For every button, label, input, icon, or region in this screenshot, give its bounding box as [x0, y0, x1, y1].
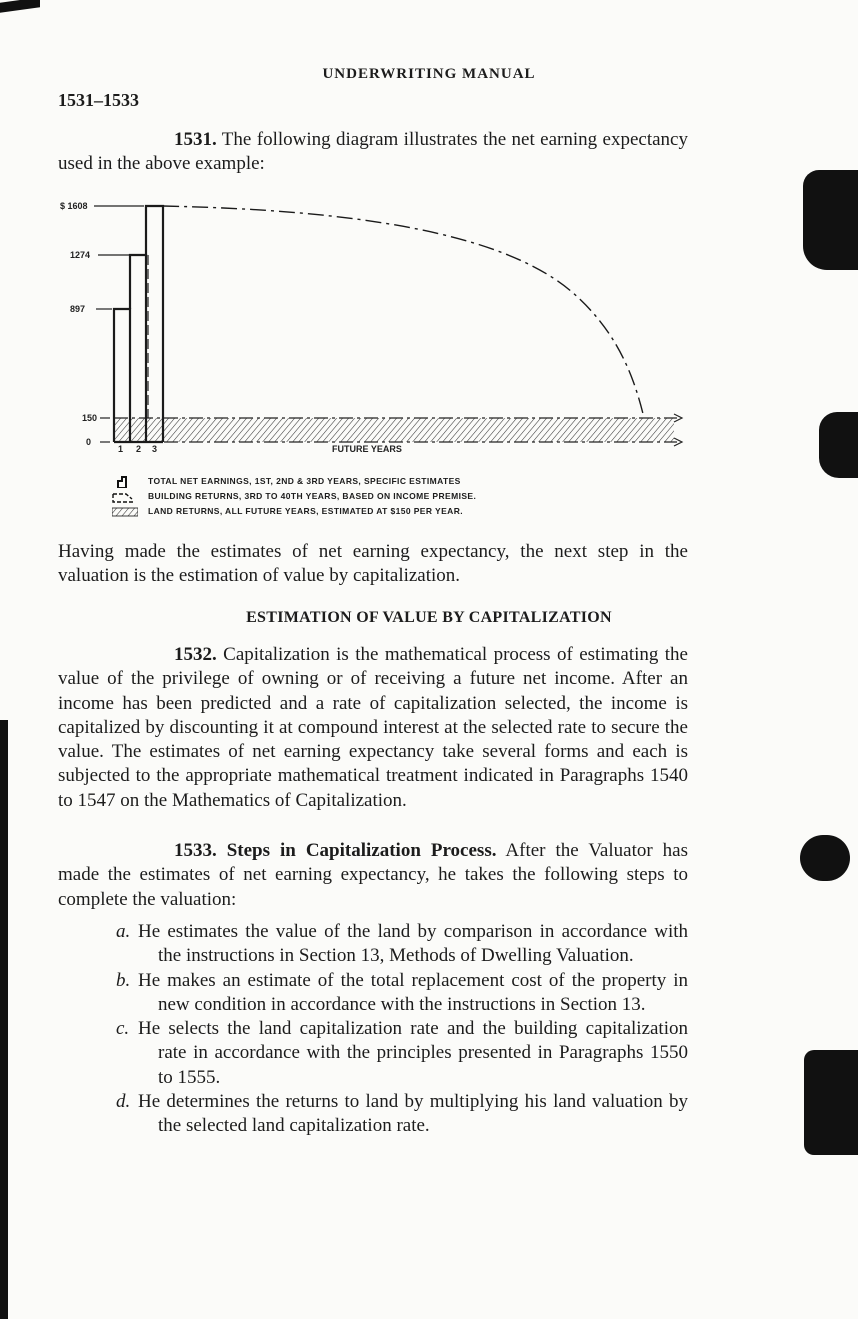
building-returns-curve: [163, 206, 644, 418]
list-letter: d.: [116, 1091, 131, 1113]
x-tick-2: 2: [136, 444, 142, 454]
list-text: He estimates the value of the land by comparison in accordance with the instructions in Section 13, Methods of Dwelling Valuation.: [138, 921, 688, 967]
paragraph-1531: [58, 128, 688, 177]
scan-artifact-right-2: [819, 412, 858, 478]
legend-item-land: [112, 504, 476, 519]
paragraph-1533: [58, 839, 688, 912]
paragraph-title: Steps in Capitalization Process.: [216, 840, 497, 861]
list-letter: c.: [116, 1018, 130, 1040]
y-tick-1608: $ 1608: [60, 201, 88, 211]
paragraph-text: The following diagram illustrates the net earning expectancy used in the above example:: [58, 129, 688, 175]
scan-artifact-right-1: [803, 170, 858, 270]
scan-artifact-top-left: [0, 0, 40, 13]
land-returns-band: [114, 418, 674, 442]
y-tick-897: 897: [70, 304, 86, 314]
paragraph-number: 1531.: [174, 129, 217, 150]
running-head: UNDERWRITING MANUAL: [322, 66, 536, 82]
list-item: [116, 969, 688, 1018]
legend-land-label: LAND RETURNS, ALL FUTURE YEARS, ESTIMATED AT $150 PER YEAR.: [148, 506, 463, 517]
legend-total-icon: [112, 476, 138, 488]
legend-building-label: BUILDING RETURNS, 3RD TO 40TH YEARS, BASED ON INCOME PREMISE.: [148, 491, 477, 502]
y-tick-1274: 1274: [70, 250, 91, 260]
scan-artifact-right-3: [800, 835, 850, 881]
list-item: [116, 920, 688, 969]
list-text: He selects the land capitalization rate and the building capitalization rate in accordance with the principles presented in Paragraphs 1550 to 1555.: [138, 1018, 688, 1088]
net-earning-chart: [52, 192, 692, 467]
list-letter: a.: [116, 921, 131, 942]
legend-land-icon: [112, 506, 138, 518]
legend-item-total: [112, 474, 476, 489]
legend-total-label: TOTAL NET EARNINGS, 1ST, 2ND & 3RD YEARS, SPECIFIC ESTIMATES: [148, 476, 461, 487]
list-letter: b.: [116, 969, 131, 991]
x-tick-3: 3: [152, 444, 158, 454]
after-chart-text: Having made the estimates of net earning expectancy, the next step in the valuation is the estimation of value by capitalization.: [58, 541, 688, 587]
x-tick-1: 1: [118, 444, 124, 454]
paragraph-text: After the Valuator has made the estimates of net earning expectancy, he takes the following steps to complete the valuation:: [58, 840, 688, 910]
paragraph-number: 1532.: [174, 644, 217, 665]
chart-legend: [112, 474, 476, 519]
year-2-bar: [130, 255, 146, 442]
scan-artifact-right-4: [804, 1050, 858, 1155]
year-3-bar: [146, 206, 163, 442]
list-item: [116, 1090, 688, 1139]
legend-item-building: [112, 489, 476, 504]
paragraph-text: Capitalization is the mathematical process of estimating the value of the privilege of owning or of receiving a future net income. After an income has been predicted and a rate of capitalization selected, the income is capitalized by discounting it at compound interest at the selected rate to secure the value. The estimates of net earning expectancy take several forms and each is subjected to the appropriate mathematical treatment indicated in Paragraphs 1540 to 1547 on the Mathematics of Capitalization.: [58, 644, 688, 811]
y-tick-0: 0: [86, 437, 92, 447]
x-axis-label: FUTURE YEARS: [332, 444, 402, 454]
legend-building-icon: [112, 491, 138, 503]
paragraph-1532: [58, 643, 688, 813]
steps-list: [116, 920, 688, 1139]
paragraph-number: 1533.: [174, 840, 217, 861]
after-chart-paragraph: [58, 540, 688, 589]
paragraph-range: 1531–1533: [58, 90, 139, 110]
list-text: He determines the returns to land by multiplying his land valuation by the selected land capitalization rate.: [138, 1091, 688, 1137]
list-text: He makes an estimate of the total replacement cost of the property in new condition in accordance with the instructions in Section 13.: [138, 969, 688, 1015]
section-heading: ESTIMATION OF VALUE BY CAPITALIZATION: [246, 609, 612, 626]
scan-artifact-left-edge: [0, 720, 8, 1319]
list-item: [116, 1017, 688, 1090]
y-tick-150: 150: [82, 413, 98, 423]
